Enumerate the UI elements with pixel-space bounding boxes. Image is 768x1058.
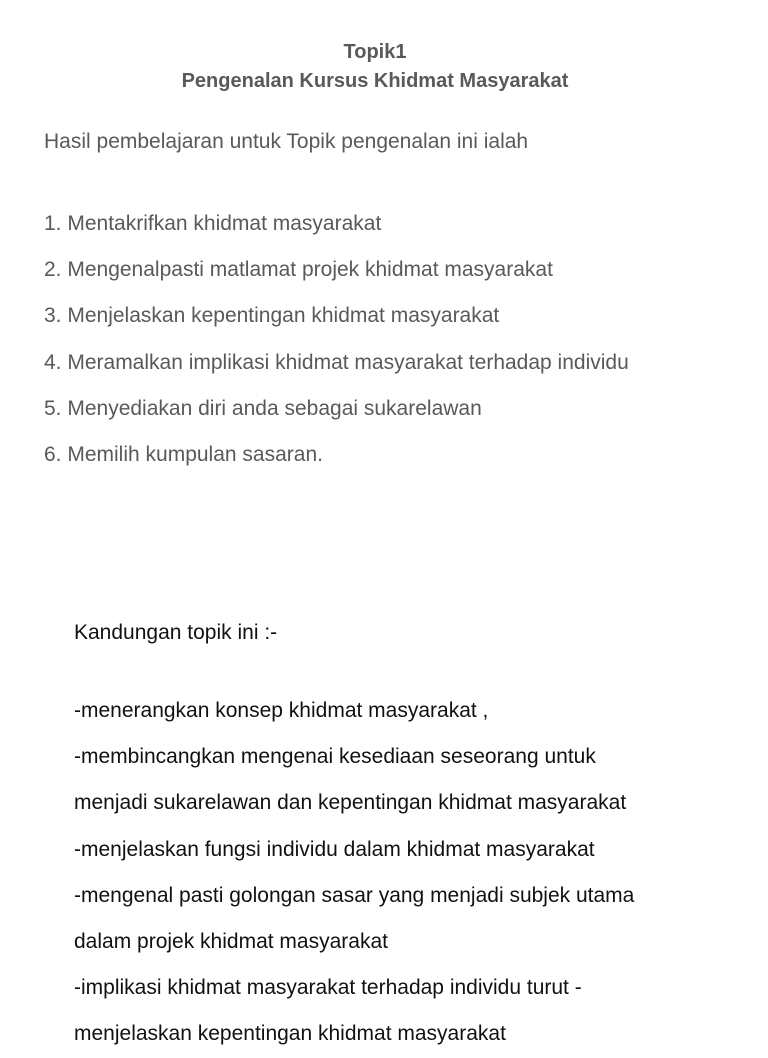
list-item: menjadi sukarelawan dan kepentingan khidmat masyarakat	[74, 791, 627, 815]
list-item: dalam projek khidmat masyarakat	[74, 930, 388, 954]
list-item: 6. Memilih kumpulan sasaran.	[44, 443, 323, 467]
list-item: -menerangkan konsep khidmat masyarakat ,	[74, 699, 489, 722]
list-item: 2. Mengenalpasti matlamat projek khidmat masyarakat	[44, 258, 553, 282]
list-item: menjelaskan kepentingan khidmat masyarakat	[74, 1022, 506, 1046]
content-heading: Kandungan topik ini :-	[74, 621, 278, 644]
list-item: 5. Menyediakan diri anda sebagai sukarelawan	[44, 396, 482, 420]
topic-number: Topik1	[343, 41, 407, 63]
page-title: Pengenalan Kursus Khidmat Masyarakat	[181, 70, 569, 92]
list-item: -mengenal pasti golongan sasar yang menjadi subjek utama	[74, 883, 635, 907]
title-block	[0, 38, 750, 96]
topic-content-section	[74, 618, 635, 1046]
intro-text: Hasil pembelajaran untuk Topik pengenalan ini ialah	[44, 130, 529, 153]
list-item: -menjelaskan fungsi individu dalam khidmat masyarakat	[74, 837, 595, 861]
list-item: 3. Menjelaskan kepentingan khidmat masyarakat	[44, 304, 500, 328]
list-item: -implikasi khidmat masyarakat terhadap individu turut -	[74, 976, 582, 1000]
list-item: 4. Meramalkan implikasi khidmat masyarakat terhadap individu	[44, 350, 629, 374]
list-item: -membincangkan mengenai kesediaan seseorang untuk	[74, 745, 596, 769]
learning-outcomes-list	[44, 201, 629, 478]
content-list	[74, 688, 634, 1058]
list-item: 1. Mentakrifkan khidmat masyarakat	[44, 212, 382, 235]
